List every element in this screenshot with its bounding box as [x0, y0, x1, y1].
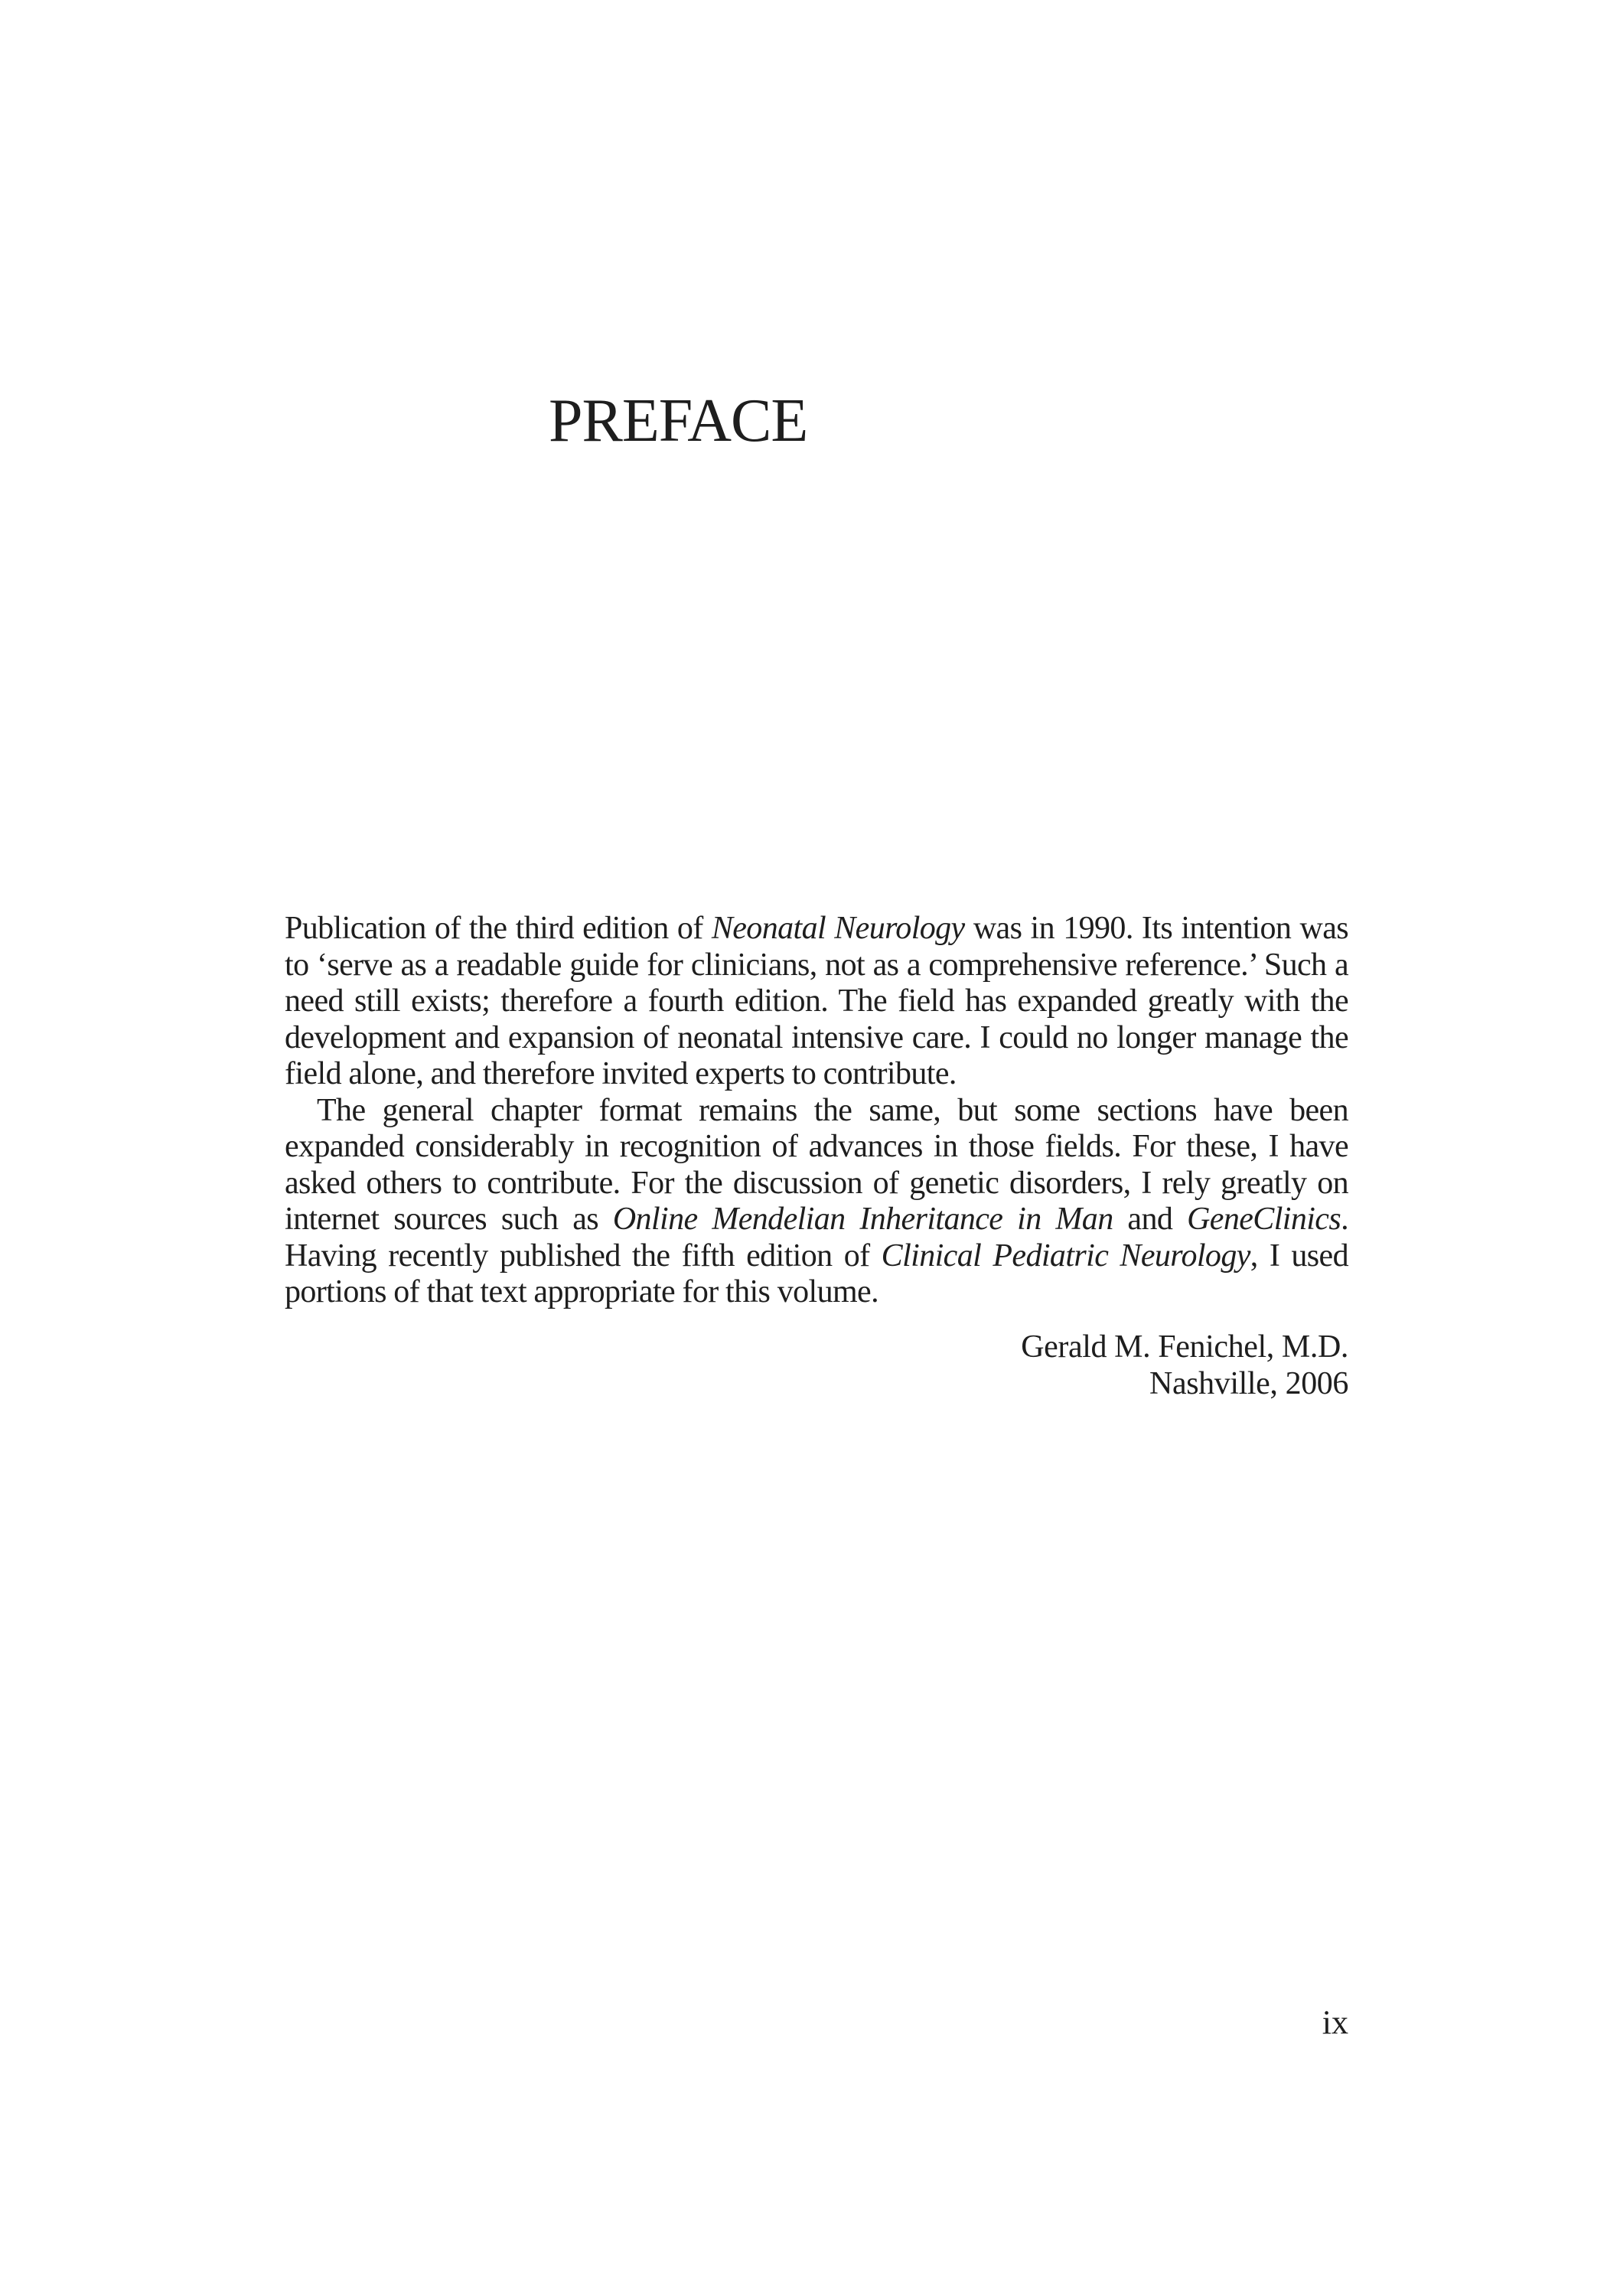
page-number: ix	[1322, 2004, 1348, 2041]
paragraph-text: Publication of the third edition of	[285, 911, 712, 946]
paragraph-text: . Having recently published the fifth edition of	[285, 1202, 1348, 1274]
book-title-italic: Neonatal Neurology	[711, 911, 965, 946]
preface-paragraph-2	[285, 1093, 1348, 1311]
paragraph-text: The general chapter format remains the same, but some sections have been expanded considerably in recognition of advances in those fields. For these, I have asked others to contribute. For the discussion of genetic disorders, I rely greatly on internet sources such as	[285, 1092, 1348, 1237]
author-name: Gerald M. Fenichel, M.D.	[1021, 1329, 1348, 1365]
source-title-italic: Online Mendelian Inheritance in Man	[612, 1202, 1113, 1237]
signature-block	[765, 1329, 1348, 1402]
preface-paragraph-1	[285, 911, 1348, 1093]
place-and-year: Nashville, 2006	[1149, 1365, 1348, 1401]
paragraph-text: , I used portions of that text appropriate for this volume.	[285, 1238, 1348, 1309]
source-title-italic: GeneClinics	[1187, 1202, 1341, 1237]
paragraph-text: was in 1990. Its intention was to ‘serve as a readable guide for clinicians, not as a comprehensive reference.’ Such a need still exists; therefore a fourth edition. The field has expanded greatly with the development and expansion of neonatal intensive care. I could no longer manage the field alone, and therefore invited experts to contribute.	[285, 911, 1348, 1091]
page-title: PREFACE	[549, 387, 808, 455]
preface-body	[285, 911, 1348, 1311]
paragraph-text: and	[1113, 1202, 1188, 1237]
book-title-italic: Clinical Pediatric Neurology	[881, 1238, 1250, 1274]
